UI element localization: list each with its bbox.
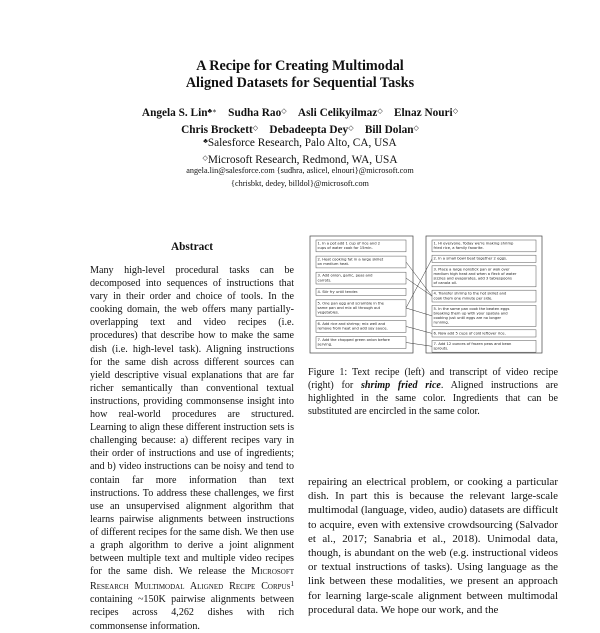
author-affiliation-mark: ◇ bbox=[452, 107, 459, 115]
email-line-2: {chrisbkt, dedey, billdol}@microsoft.com bbox=[231, 178, 369, 188]
author-emails bbox=[0, 165, 600, 190]
author-list bbox=[0, 104, 600, 137]
affiliation-mark: ♣ bbox=[203, 137, 208, 145]
video-recipe-step-2 bbox=[432, 255, 536, 262]
affiliation-salesforce: Salesforce Research, Palo Alto, CA, USA bbox=[207, 137, 397, 149]
video-recipe-step-text: 1. Hi everyone. Today we're making shrimp fried rice, a family favorite. bbox=[433, 241, 514, 251]
author-name: Elnaz Nouri bbox=[394, 107, 453, 119]
video-recipe-step-text: 7. Add 12 ounces of frozen peas and bean sprouts. bbox=[433, 341, 512, 351]
caption-text-continued: . Aligned instructions are highlighted in the same color. Ingredients that can be substituted are encircled in the same color. bbox=[308, 380, 558, 418]
caption-dish: shrimp fried rice bbox=[361, 380, 441, 392]
video-recipe-step-text: 4. Transfer shrimp to the hot skillet and cook them one minute per side. bbox=[433, 291, 507, 301]
figure-1-diagram bbox=[308, 235, 558, 355]
text-recipe-step-text: 7. Add the chopped green onion before serving. bbox=[317, 338, 390, 347]
video-recipe-step-6 bbox=[432, 330, 536, 337]
column-2-body: repairing an electrical problem, or cooking a particular dish. In part this is because the relevant large-scale multimodal (language, video, audio) datasets are difficult to acquire, even with extensive crowdsourcing (Salvador et al., 2017; Sanabria et al., 2018). Unimodal data, though, is abundant on the web (e.g. instructional videos or textual instructions of tasks). Using language as the link between these modalities, we present an approach for learning large-scale alignment between multimodal procedural data. We hope our work, and the bbox=[308, 476, 558, 616]
author-name: Debadeepta Dey bbox=[269, 123, 349, 136]
author-name: Angela S. Lin bbox=[141, 107, 208, 119]
text-recipe-step-3 bbox=[316, 272, 406, 284]
author-affiliation-mark: ◇ bbox=[413, 123, 419, 132]
abstract-text: Many high-level procedural tasks can be decomposed into sequences of instructions that vary in their order and choice of tools. In the cooking domain, the web offers many partially-overlapping text and video recipes (i.e. procedures) that describe how to make the same dish (i.e. high-level task). Aligning instructions for the same dish across different sources can yield descriptive visual explanations that are far richer semantically than conventional textual instructions, providing commonsense insight into how real-world procedures are structured. Learning to align these different instruction sets is challenging because: a) different recipes vary in their order of instructions and use of ingredients; and b) video instructions can be noisy and tend to contain far more information than text instructions. To address these challenges, we first use an unsupervised alignment algorithm that learns pairwise alignments between instructions of different recipes for the same dish. We then use a graph algorithm to derive a joint alignment between multiple text and multiple video recipes for the same dish. We release the bbox=[90, 265, 294, 578]
text-recipe-step-text: 2. Heat cooking fat in a large skillet on medium heat. bbox=[317, 257, 384, 267]
text-recipe-step-1 bbox=[316, 240, 406, 252]
video-recipe-step-text: 2. In a small bowl beat together 2 eggs. bbox=[433, 256, 508, 261]
affiliations bbox=[0, 134, 600, 167]
author-name: Bill Dolan bbox=[364, 123, 414, 136]
author-name: Asli Celikyilmaz bbox=[297, 107, 378, 119]
abstract-body bbox=[90, 264, 294, 633]
author-name: Sudha Rao bbox=[228, 107, 282, 119]
figure-1 bbox=[308, 235, 558, 355]
video-recipe-step-1 bbox=[432, 240, 536, 252]
title-line-1: A Recipe for Creating Multimodal bbox=[196, 58, 404, 74]
text-recipe-step-text: 6. Add rice and shrimp; mix well and remove from heat and add soy sauce. bbox=[317, 322, 388, 331]
text-recipe-step-7 bbox=[316, 337, 406, 349]
abstract-heading: Abstract bbox=[170, 241, 214, 253]
email-line-1: angela.lin@salesforce.com {sudhra, aslicel, elnouri}@microsoft.com bbox=[186, 166, 414, 175]
caption-text: Figure 1: Text recipe (left) and transcript of video recipe (right) for bbox=[308, 367, 558, 392]
author-affiliation-mark: ♣∗ bbox=[207, 107, 217, 115]
figure-caption bbox=[308, 366, 558, 418]
author-name: Chris Brockett bbox=[181, 123, 253, 136]
title-line-2: Aligned Datasets for Sequential Tasks bbox=[185, 75, 415, 91]
text-recipe-step-4 bbox=[316, 288, 406, 295]
text-recipe-step-5 bbox=[316, 300, 406, 316]
text-recipe-step-text: 1. In a pot add 1 cup of rice and 2 cups of water cook for 15min. bbox=[317, 241, 381, 251]
text-recipe-step-text: 4. Stir fry until tender. bbox=[317, 289, 359, 294]
text-recipe-steps bbox=[316, 240, 406, 348]
video-recipe-step-5 bbox=[432, 305, 536, 326]
paper-title bbox=[0, 58, 600, 92]
text-recipe-step-6 bbox=[316, 321, 406, 333]
abstract-text-continued: containing ~150K pairwise alignments between recipes across 4,262 dishes with rich commonsense information. bbox=[90, 594, 294, 632]
affiliation-microsoft: Microsoft Research, Redmond, WA, USA bbox=[207, 153, 398, 166]
footnote-mark: 1 bbox=[290, 580, 294, 589]
author-affiliation-mark: ◇ bbox=[252, 123, 259, 132]
video-recipe-step-text: 6. Now add 5 cups of cold leftover rice. bbox=[433, 331, 506, 336]
video-recipe-step-text: 3. Place a large nonstick pan or wok over medium high heat and when a fleck of water sizzles and evaporates, add 3 tablespoons of canola oil. bbox=[433, 267, 517, 286]
video-recipe-step-4 bbox=[432, 290, 536, 302]
affiliation-mark: ◇ bbox=[202, 153, 208, 162]
video-recipe-step-7 bbox=[432, 340, 536, 352]
author-affiliation-mark: ◇ bbox=[281, 107, 287, 115]
author-affiliation-mark: ◇ bbox=[348, 123, 354, 132]
text-recipe-step-2 bbox=[316, 256, 406, 268]
video-recipe-step-text: 5. In the same pan cook the beaten eggs breaking them up with your spatula and cooking just until eggs are no longer running. bbox=[433, 306, 510, 325]
video-recipe-steps bbox=[432, 240, 536, 352]
corpus-name: Microsoft Research Multimodal Aligned Recipe Corpus bbox=[90, 566, 294, 593]
text-recipe-step-text: 5. One pan egg and scramble in the same pan and mix all through out vegetables. bbox=[317, 301, 384, 315]
author-affiliation-mark: ◇ bbox=[377, 107, 383, 115]
text-recipe-step-text: 3. Add onion, garlic, peas and carrots. bbox=[317, 273, 373, 283]
video-recipe-step-3 bbox=[432, 266, 536, 287]
